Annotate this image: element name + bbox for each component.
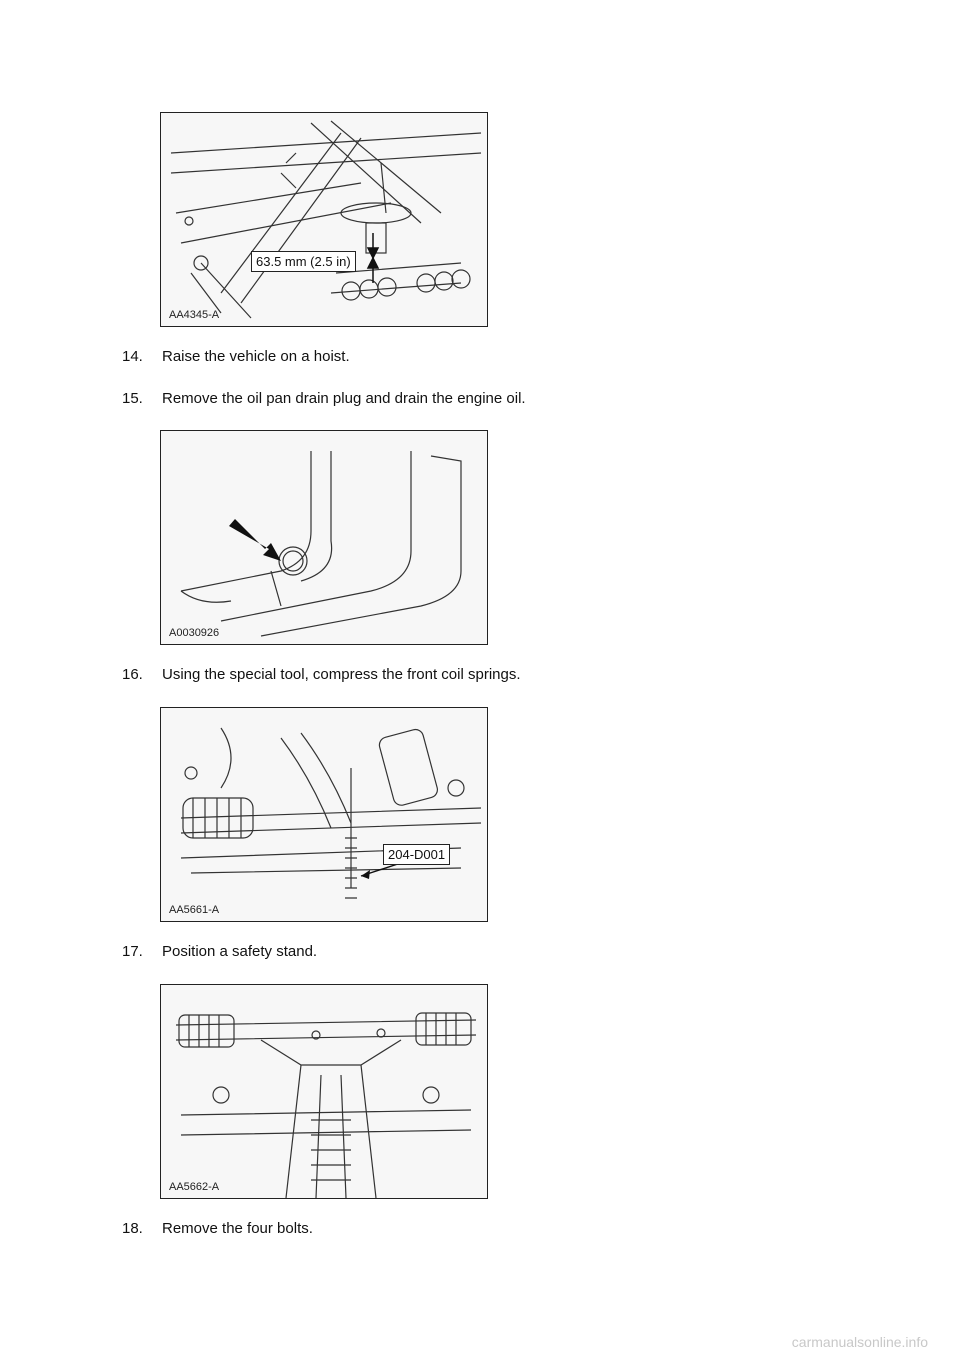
step-text: Remove the oil pan drain plug and drain the engine oil.: [162, 390, 526, 407]
step-number: 15.: [122, 390, 143, 407]
figure-engine-lifting-tool: [160, 112, 488, 327]
step-17: [122, 943, 317, 960]
watermark: carmanualsonline.info: [791, 1334, 928, 1350]
step-number: 14.: [122, 348, 143, 365]
step-16: [122, 666, 521, 683]
step-text: Raise the vehicle on a hoist.: [162, 348, 350, 365]
figure-oil-pan-drain-plug: [160, 430, 488, 645]
step-14: [122, 348, 350, 365]
figure-id-label: AA5662-A: [169, 1181, 220, 1193]
figure-safety-stand-drawing: [161, 985, 487, 1198]
step-text: Position a safety stand.: [162, 943, 318, 960]
figure-safety-stand: [160, 984, 488, 1199]
step-text: Remove the four bolts.: [162, 1220, 313, 1237]
step-text: Using the special tool, compress the front coil springs.: [162, 666, 521, 683]
step-15: [122, 390, 526, 407]
figure-coil-spring-compressor-drawing: [161, 708, 487, 921]
figure-coil-spring-compressor: [160, 707, 488, 922]
step-18: [122, 1220, 313, 1237]
figure-id-label: AA4345-A: [169, 309, 220, 321]
step-number: 16.: [122, 666, 143, 683]
figure-engine-lifting-tool-drawing: [161, 113, 487, 326]
figure-id-label: AA5661-A: [169, 904, 220, 916]
figure-oil-pan-drain-plug-drawing: [161, 431, 487, 644]
figure-callout-tool-number: 204-D001: [383, 844, 450, 865]
step-number: 18.: [122, 1220, 143, 1237]
figure-callout-dimension: 63.5 mm (2.5 in): [251, 251, 356, 272]
step-number: 17.: [122, 943, 143, 960]
figure-id-label: A0030926: [169, 627, 220, 639]
